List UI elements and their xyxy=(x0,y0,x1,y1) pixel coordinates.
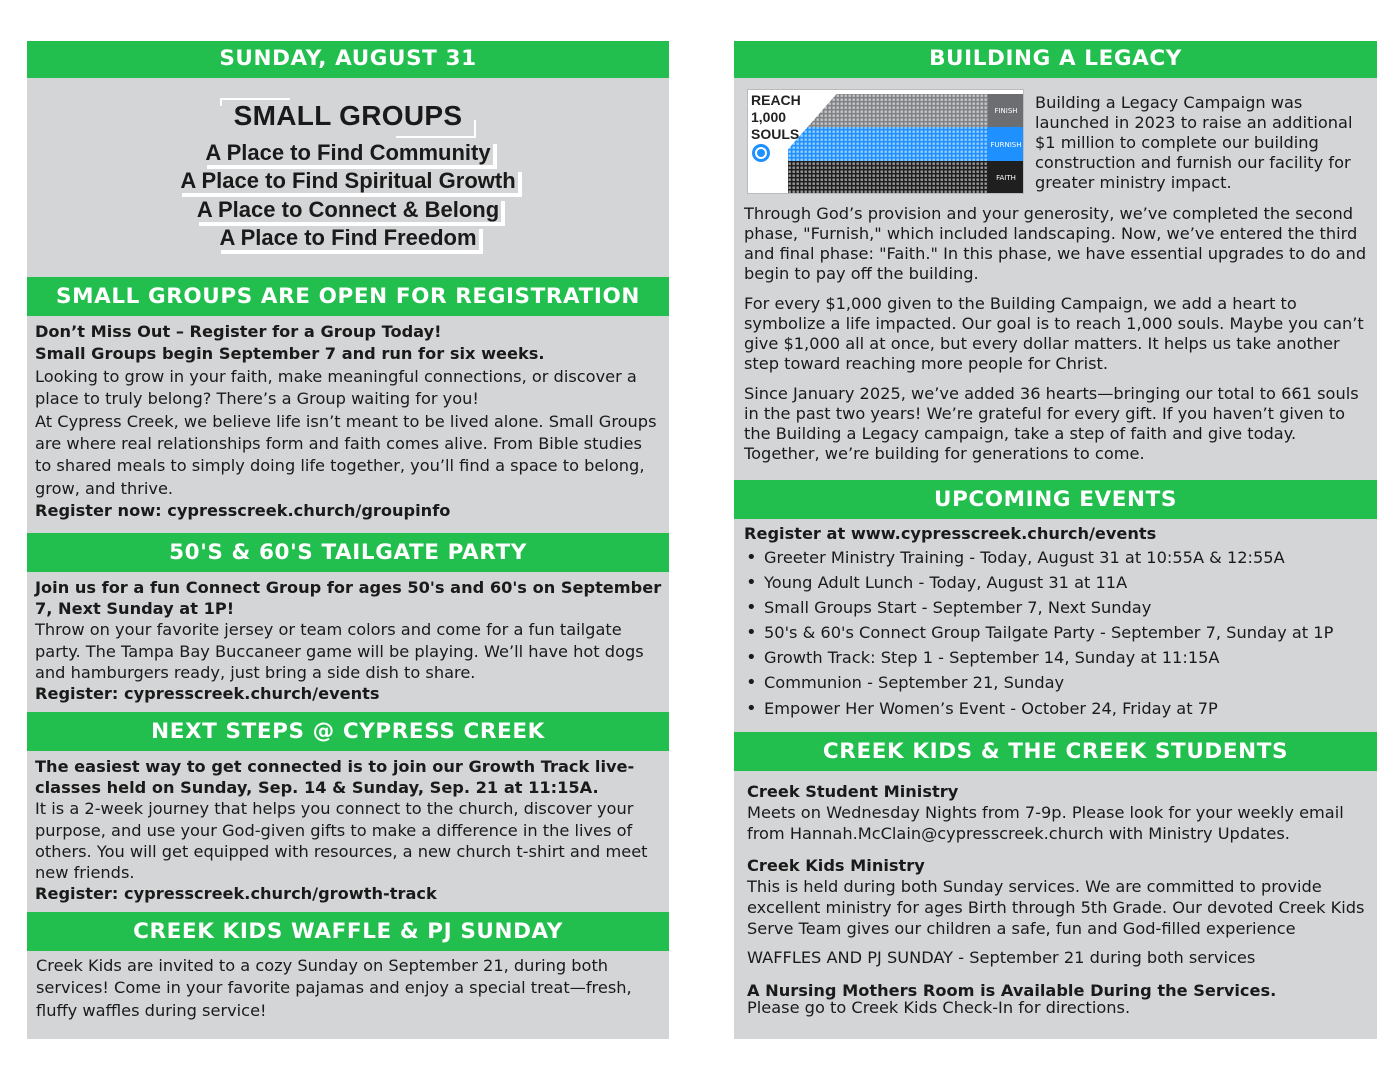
tailgate-section xyxy=(35,577,663,704)
waffles-announcement: WAFFLES AND PJ SUNDAY - September 21 during both services xyxy=(747,948,1256,968)
reach-label: REACH xyxy=(751,92,801,108)
student-ministry-paragraph: Meets on Wednesday Nights from 7-9p. Please look for your weekly email from Hannah.McClain@cypresscreek.church with Ministry Updates. xyxy=(747,803,1344,844)
small-groups-title-frame xyxy=(220,98,477,134)
kids-section xyxy=(747,781,1373,1016)
tailgate-paragraph: Throw on your favorite jersey or team colors and come for a fun tailgate party. The Tampa Bay Buccaneer game will be playing. We’ll have hot dogs and hamburgers ready, just bring a side dish to share. xyxy=(35,620,644,682)
campaign-progress-graphic xyxy=(748,90,1024,194)
registration-paragraph: Looking to grow in your faith, make meaningful connections, or discover a place to truly belong? There’s a Group waiting for you! xyxy=(35,366,637,409)
date-header: SUNDAY, AUGUST 31 xyxy=(27,41,669,78)
student-ministry-title: Creek Student Ministry xyxy=(747,782,959,801)
nursing-room-notice: A Nursing Mothers Room is Available During the Services. xyxy=(747,980,1277,1000)
tailgate-link[interactable]: Register: cypresscreek.church/events xyxy=(35,684,380,704)
legacy-paragraph: Since January 2025, we’ve added 36 hearts—bringing our total to 661 souls in the past two years! We’re grateful for every gift. If you haven’t given to the Building a Legacy campaign, take a step of faith and give today. Together, we’re building for generations to come. xyxy=(744,384,1359,463)
kids-ministry-paragraph: This is held during both Sunday services. We are committed to provide excellent ministry for ages Birth through 5th Grade. Our devoted Creek Kids Serve Team gives our children a safe, fun and God-filled experience xyxy=(747,876,1365,939)
phase-finish-label: FINISH xyxy=(994,107,1018,115)
tagline-item: A Place to Find Freedom xyxy=(219,225,477,251)
registration-link[interactable]: Register now: cypresscreek.church/groupinfo xyxy=(35,501,451,521)
small-groups-title: SMALL GROUPS xyxy=(233,100,463,131)
church-logo-icon xyxy=(752,144,770,162)
list-item: • 50's & 60's Connect Group Tailgate Party - September 7, Sunday at 1P xyxy=(744,620,1369,645)
list-item: • Communion - September 21, Sunday xyxy=(744,670,1369,695)
title-frame-line-top xyxy=(220,98,290,100)
registration-header: SMALL GROUPS ARE OPEN FOR REGISTRATION xyxy=(27,277,669,316)
list-item: • Small Groups Start - September 7, Next Sunday xyxy=(744,595,1369,620)
registration-section xyxy=(35,321,663,523)
events-list xyxy=(744,545,1369,721)
tailgate-header: 50'S & 60'S TAILGATE PARTY xyxy=(27,533,669,572)
waffle-paragraph: Creek Kids are invited to a cozy Sunday on September 21, during both services! Come in your favorite pajamas and enjoy a special treat—fresh, fluffy waffles during service! xyxy=(36,956,632,1020)
registration-headline: Don’t Miss Out – Register for a Group Today! xyxy=(35,322,442,341)
registration-start-date: Small Groups begin September 7 and run for six weeks. xyxy=(35,344,545,364)
small-groups-banner xyxy=(27,98,669,253)
legacy-paragraph: Through God’s provision and your generosity, we’ve completed the second phase, "Furnish," which included landscaping. Now, we’ve entered the third and final phase: "Faith." In this phase, we have essential upgrades to do and begin to pay off the building. xyxy=(744,204,1367,283)
legacy-header: BUILDING A LEGACY xyxy=(734,41,1377,78)
tagline-item: A Place to Find Community xyxy=(205,140,491,165)
title-frame-line-bottom xyxy=(396,136,476,138)
next-steps-link[interactable]: Register: cypresscreek.church/growth-track xyxy=(35,884,437,904)
kids-header: CREEK KIDS & THE CREEK STUDENTS xyxy=(734,732,1377,771)
left-column xyxy=(27,41,669,1039)
souls-label: SOULS xyxy=(751,126,800,142)
tagline-item: A Place to Connect & Belong xyxy=(196,196,500,222)
events-section xyxy=(744,523,1369,721)
waffle-section xyxy=(36,955,663,1022)
legacy-paragraph: For every $1,000 given to the Building Campaign, we add a heart to symbolize a life impacted. Our goal is to reach 1,000 souls. Maybe you can’t give $1,000 all at once, but every dollar matters. It helps us take another step toward reaching more people for Christ. xyxy=(744,294,1364,373)
reach-1000-souls-graphic xyxy=(747,89,1024,194)
tagline-item: A Place to Find Spiritual Growth xyxy=(180,168,516,194)
next-steps-section xyxy=(35,756,663,904)
number-label: 1,000 xyxy=(751,109,787,125)
list-item: • Growth Track: Step 1 - September 14, Sunday at 11:15A xyxy=(744,645,1369,670)
events-register-link[interactable]: Register at www.cypresscreek.church/events xyxy=(744,524,1157,543)
next-steps-headline: The easiest way to get connected is to join our Growth Track live-classes held on Sunday, Sep. 14 & Sunday, Sep. 21 at 11:15A. xyxy=(35,757,635,798)
waffle-header: CREEK KIDS WAFFLE & PJ SUNDAY xyxy=(27,912,669,951)
right-column xyxy=(734,41,1377,1039)
list-item: • Greeter Ministry Training - Today, August 31 at 10:55A & 12:55A xyxy=(744,545,1369,570)
tailgate-headline: Join us for a fun Connect Group for ages 50's and 60's on September 7, Next Sunday at 1P! xyxy=(35,578,662,619)
phase-faith-label: FAITH xyxy=(996,174,1016,182)
next-steps-paragraph: It is a 2-week journey that helps you connect to the church, discover your purpose, and use your God-given gifts to make a difference in the lives of others. You will get equipped with resources, a new church t-shirt and meet new friends. xyxy=(35,799,648,883)
list-item: • Young Adult Lunch - Today, August 31 at 11A xyxy=(744,570,1369,595)
legacy-intro: Building a Legacy Campaign was launched in 2023 to raise an additional $1 million to complete our building construction and furnish our facility for greater ministry impact. xyxy=(1035,93,1353,192)
kids-ministry-title: Creek Kids Ministry xyxy=(747,855,925,875)
next-steps-header: NEXT STEPS @ CYPRESS CREEK xyxy=(27,712,669,751)
events-header: UPCOMING EVENTS xyxy=(734,480,1377,519)
legacy-section xyxy=(744,204,1369,464)
registration-paragraph: At Cypress Creek, we believe life isn’t meant to be lived alone. Small Groups are where real relationships form and faith comes alive. From Bible studies to shared meals to simply doing life together, you’ll find a space to belong, grow, and thrive. xyxy=(35,411,657,498)
phase-furnish-label: FURNISH xyxy=(990,141,1022,149)
nursing-room-directions: Please go to Creek Kids Check-In for directions. xyxy=(747,997,1131,1017)
list-item: • Empower Her Women’s Event - October 24, Friday at 7P xyxy=(744,696,1369,721)
